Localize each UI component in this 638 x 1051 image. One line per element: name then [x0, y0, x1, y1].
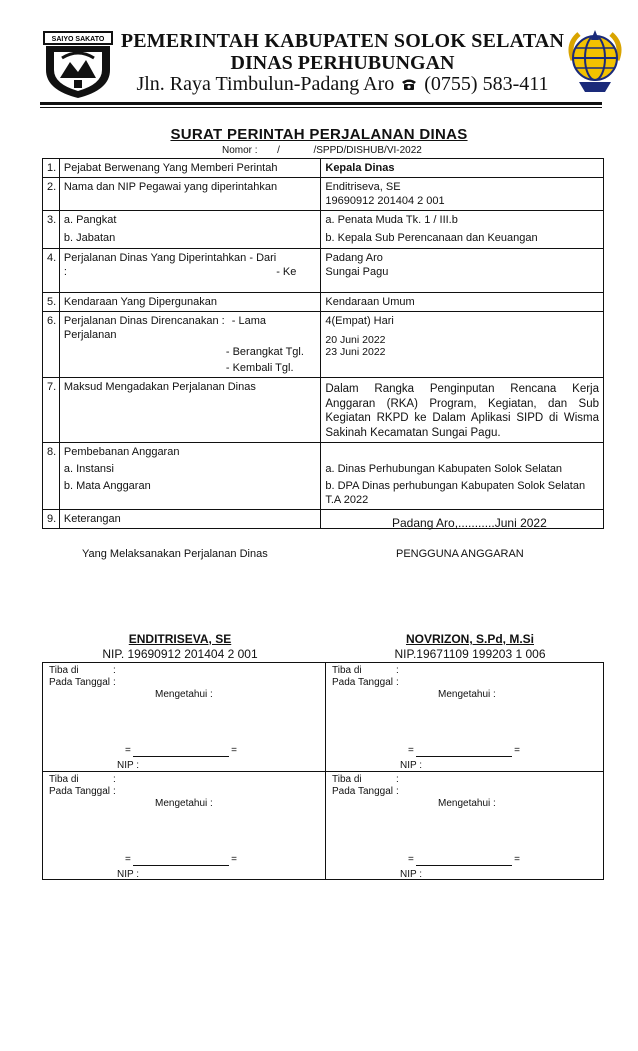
- arrival-place-label: Tiba di: [332, 774, 362, 785]
- arrival-colon: :: [113, 665, 116, 676]
- row-value: Kepala Dinas: [321, 159, 604, 178]
- signature-underline: [416, 756, 512, 757]
- telephone-icon: [401, 74, 417, 88]
- sppd-table: [42, 158, 604, 529]
- table-row: [43, 312, 604, 378]
- signature-eq: =: [231, 745, 237, 756]
- arrival-colon: :: [396, 774, 399, 785]
- employee-name: Enditriseva, SE: [325, 181, 401, 193]
- arrival-place-label: Tiba di: [49, 665, 79, 676]
- header-government: PEMERINTAH KABUPATEN SOLOK SELATAN: [120, 30, 565, 52]
- rank-value: a. Penata Muda Tk. 1 / III.b: [325, 214, 458, 226]
- arrival-place-label: Tiba di: [332, 665, 362, 676]
- signature-eq: =: [125, 854, 131, 865]
- agency-label: a. Instansi: [63, 463, 114, 475]
- arrival-date-label: Pada Tanggal: [49, 677, 110, 688]
- arrival-date-label: Pada Tanggal: [332, 786, 393, 797]
- document-title: SURAT PERINTAH PERJALANAN DINAS: [170, 126, 468, 143]
- nip-label: NIP :: [400, 760, 423, 771]
- acknowledged-label: Mengetahui :: [155, 798, 213, 809]
- signature-underline: [416, 865, 512, 866]
- employee-nip: 19690912 201404 2 001: [325, 195, 445, 207]
- budget-user-nip: NIP.19671109 199203 1 006: [394, 647, 546, 661]
- arrival-place-label: Tiba di: [49, 774, 79, 785]
- arrival-colon: :: [396, 665, 399, 676]
- travel-colon: :: [63, 266, 67, 278]
- row-description: [59, 443, 321, 510]
- address-text: Jln. Raya Timbulun-Padang Aro: [136, 73, 395, 95]
- row-number: 1.: [43, 159, 60, 178]
- arrival-cell: [326, 663, 606, 771]
- table-row: [43, 178, 604, 211]
- nip-label: NIP :: [117, 869, 140, 880]
- table-row: [43, 211, 604, 249]
- signature-eq: =: [514, 854, 520, 865]
- signature-underline: [133, 865, 229, 866]
- table-row: [43, 249, 604, 293]
- dishub-globe-icon: [565, 26, 625, 96]
- signature-eq: =: [231, 854, 237, 865]
- trip-plan-line: [64, 314, 317, 342]
- budget-user-name: NOVRIZON, S.Pd, M.Si: [405, 632, 534, 646]
- nomor-slash: /: [277, 145, 280, 156]
- position-value: b. Kepala Sub Perencanaan dan Keuangan: [325, 232, 538, 244]
- row-value: [321, 211, 604, 249]
- letterhead-rule-thin: [40, 107, 602, 108]
- duration-label: - Lama Perjalanan: [63, 315, 266, 341]
- travel-from: Padang Aro: [325, 252, 383, 264]
- budget-account-value: b. DPA Dinas perhubungan Kabupaten Solok Selatan T.A 2022: [325, 480, 586, 506]
- traveler-label: Yang Melaksanakan Perjalanan Dinas: [82, 548, 268, 560]
- row-number: 6.: [43, 312, 60, 378]
- row-value: [321, 443, 604, 510]
- header-address: [120, 73, 565, 96]
- budget-label: Pembebanan Anggaran: [63, 446, 180, 458]
- agency-value: a. Dinas Perhubungan Kabupaten Solok Selatan: [325, 463, 563, 475]
- row-number: 9.: [43, 510, 60, 529]
- travel-from-label: Perjalanan Dinas Yang Diperintahkan - Dari: [63, 252, 277, 264]
- return-date: 23 Juni 2022: [325, 346, 386, 358]
- position-label: b. Jabatan: [63, 232, 116, 244]
- signature-eq: =: [408, 854, 414, 865]
- row-number: 3.: [43, 211, 60, 249]
- row-description: Nama dan NIP Pegawai yang diperintahkan: [59, 178, 321, 211]
- letterhead-rule-thick: [40, 102, 602, 105]
- row-description: [59, 312, 321, 378]
- return-label: - Kembali Tgl.: [225, 362, 294, 374]
- row-number: 4.: [43, 249, 60, 293]
- arrival-colon: :: [113, 786, 116, 797]
- signature-eq: =: [408, 745, 414, 756]
- arrival-colon: :: [396, 786, 399, 797]
- nip-label: NIP :: [117, 760, 140, 771]
- trip-plan-label: Perjalanan Dinas Direncanakan :: [63, 315, 225, 327]
- signature-eq: =: [514, 745, 520, 756]
- row-number: 8.: [43, 443, 60, 510]
- budget-user-label: PENGGUNA ANGGARAN: [396, 548, 524, 560]
- arrival-cell: [43, 663, 323, 771]
- header-department: DINAS PERHUBUNGAN: [230, 52, 455, 74]
- arrival-colon: :: [113, 774, 116, 785]
- table-row: [43, 293, 604, 312]
- traveler-name: ENDITRISEVA, SE: [128, 632, 232, 646]
- table-row: [43, 378, 604, 443]
- row-description: Kendaraan Yang Dipergunakan: [59, 293, 321, 312]
- acknowledged-label: Mengetahui :: [438, 689, 496, 700]
- row-value: Dalam Rangka Penginputan Rencana Kerja Anggaran (RKA) Program, Kegiatan, dan Sub Kegiatan RKPD ke Dalam Aplikasi SIPD di Wisma Sakinah Kecamatan Sungai Pagu.: [321, 378, 604, 443]
- nip-label: NIP :: [400, 869, 423, 880]
- table-row: [43, 159, 604, 178]
- row-description: Keterangan: [59, 510, 321, 529]
- emblem-motto: SAIYO SAKATO: [51, 36, 105, 43]
- travel-to-label: - Ke: [276, 266, 297, 278]
- traveler-nip: NIP. 19690912 201404 2 001: [102, 647, 258, 661]
- arrival-cell: [326, 772, 606, 880]
- table-row: [43, 443, 604, 510]
- travel-to: Sungai Pagu: [325, 266, 389, 278]
- nomor-label: Nomor :: [222, 145, 258, 156]
- arrival-date-label: Pada Tanggal: [332, 677, 393, 688]
- acknowledged-label: Mengetahui :: [155, 689, 213, 700]
- document-number: [222, 145, 422, 156]
- row-description: [59, 211, 321, 249]
- depart-label: - Berangkat Tgl.: [225, 346, 304, 358]
- depart-date: 20 Juni 2022: [325, 334, 386, 346]
- regency-emblem-icon: [40, 28, 116, 100]
- arrival-colon: :: [396, 677, 399, 688]
- row-value: [321, 312, 604, 378]
- nomor-code: /SPPD/DISHUB/VI-2022: [313, 145, 422, 156]
- row-number: 2.: [43, 178, 60, 211]
- signature-eq: =: [125, 745, 131, 756]
- row-description: Pejabat Berwenang Yang Memberi Perintah: [59, 159, 321, 178]
- budget-account-label: b. Mata Anggaran: [63, 480, 151, 492]
- travel-to-line: [64, 265, 317, 279]
- rank-label: a. Pangkat: [63, 214, 117, 226]
- phone-number: (0755) 583-411: [424, 73, 549, 95]
- row-value: Kendaraan Umum: [321, 293, 604, 312]
- row-number: 5.: [43, 293, 60, 312]
- arrival-cell: [43, 772, 323, 880]
- arrival-colon: :: [113, 677, 116, 688]
- row-value: [321, 178, 604, 211]
- acknowledged-label: Mengetahui :: [438, 798, 496, 809]
- duration-value: 4(Empat) Hari: [325, 315, 394, 327]
- row-description: Maksud Mengadakan Perjalanan Dinas: [59, 378, 321, 443]
- signature-underline: [133, 756, 229, 757]
- arrival-date-label: Pada Tanggal: [49, 786, 110, 797]
- arrival-grid: [42, 662, 604, 880]
- row-description: [59, 249, 321, 293]
- row-number: 7.: [43, 378, 60, 443]
- row-value: [321, 249, 604, 293]
- place-date: Padang Aro,...........Juni 2022: [392, 516, 547, 530]
